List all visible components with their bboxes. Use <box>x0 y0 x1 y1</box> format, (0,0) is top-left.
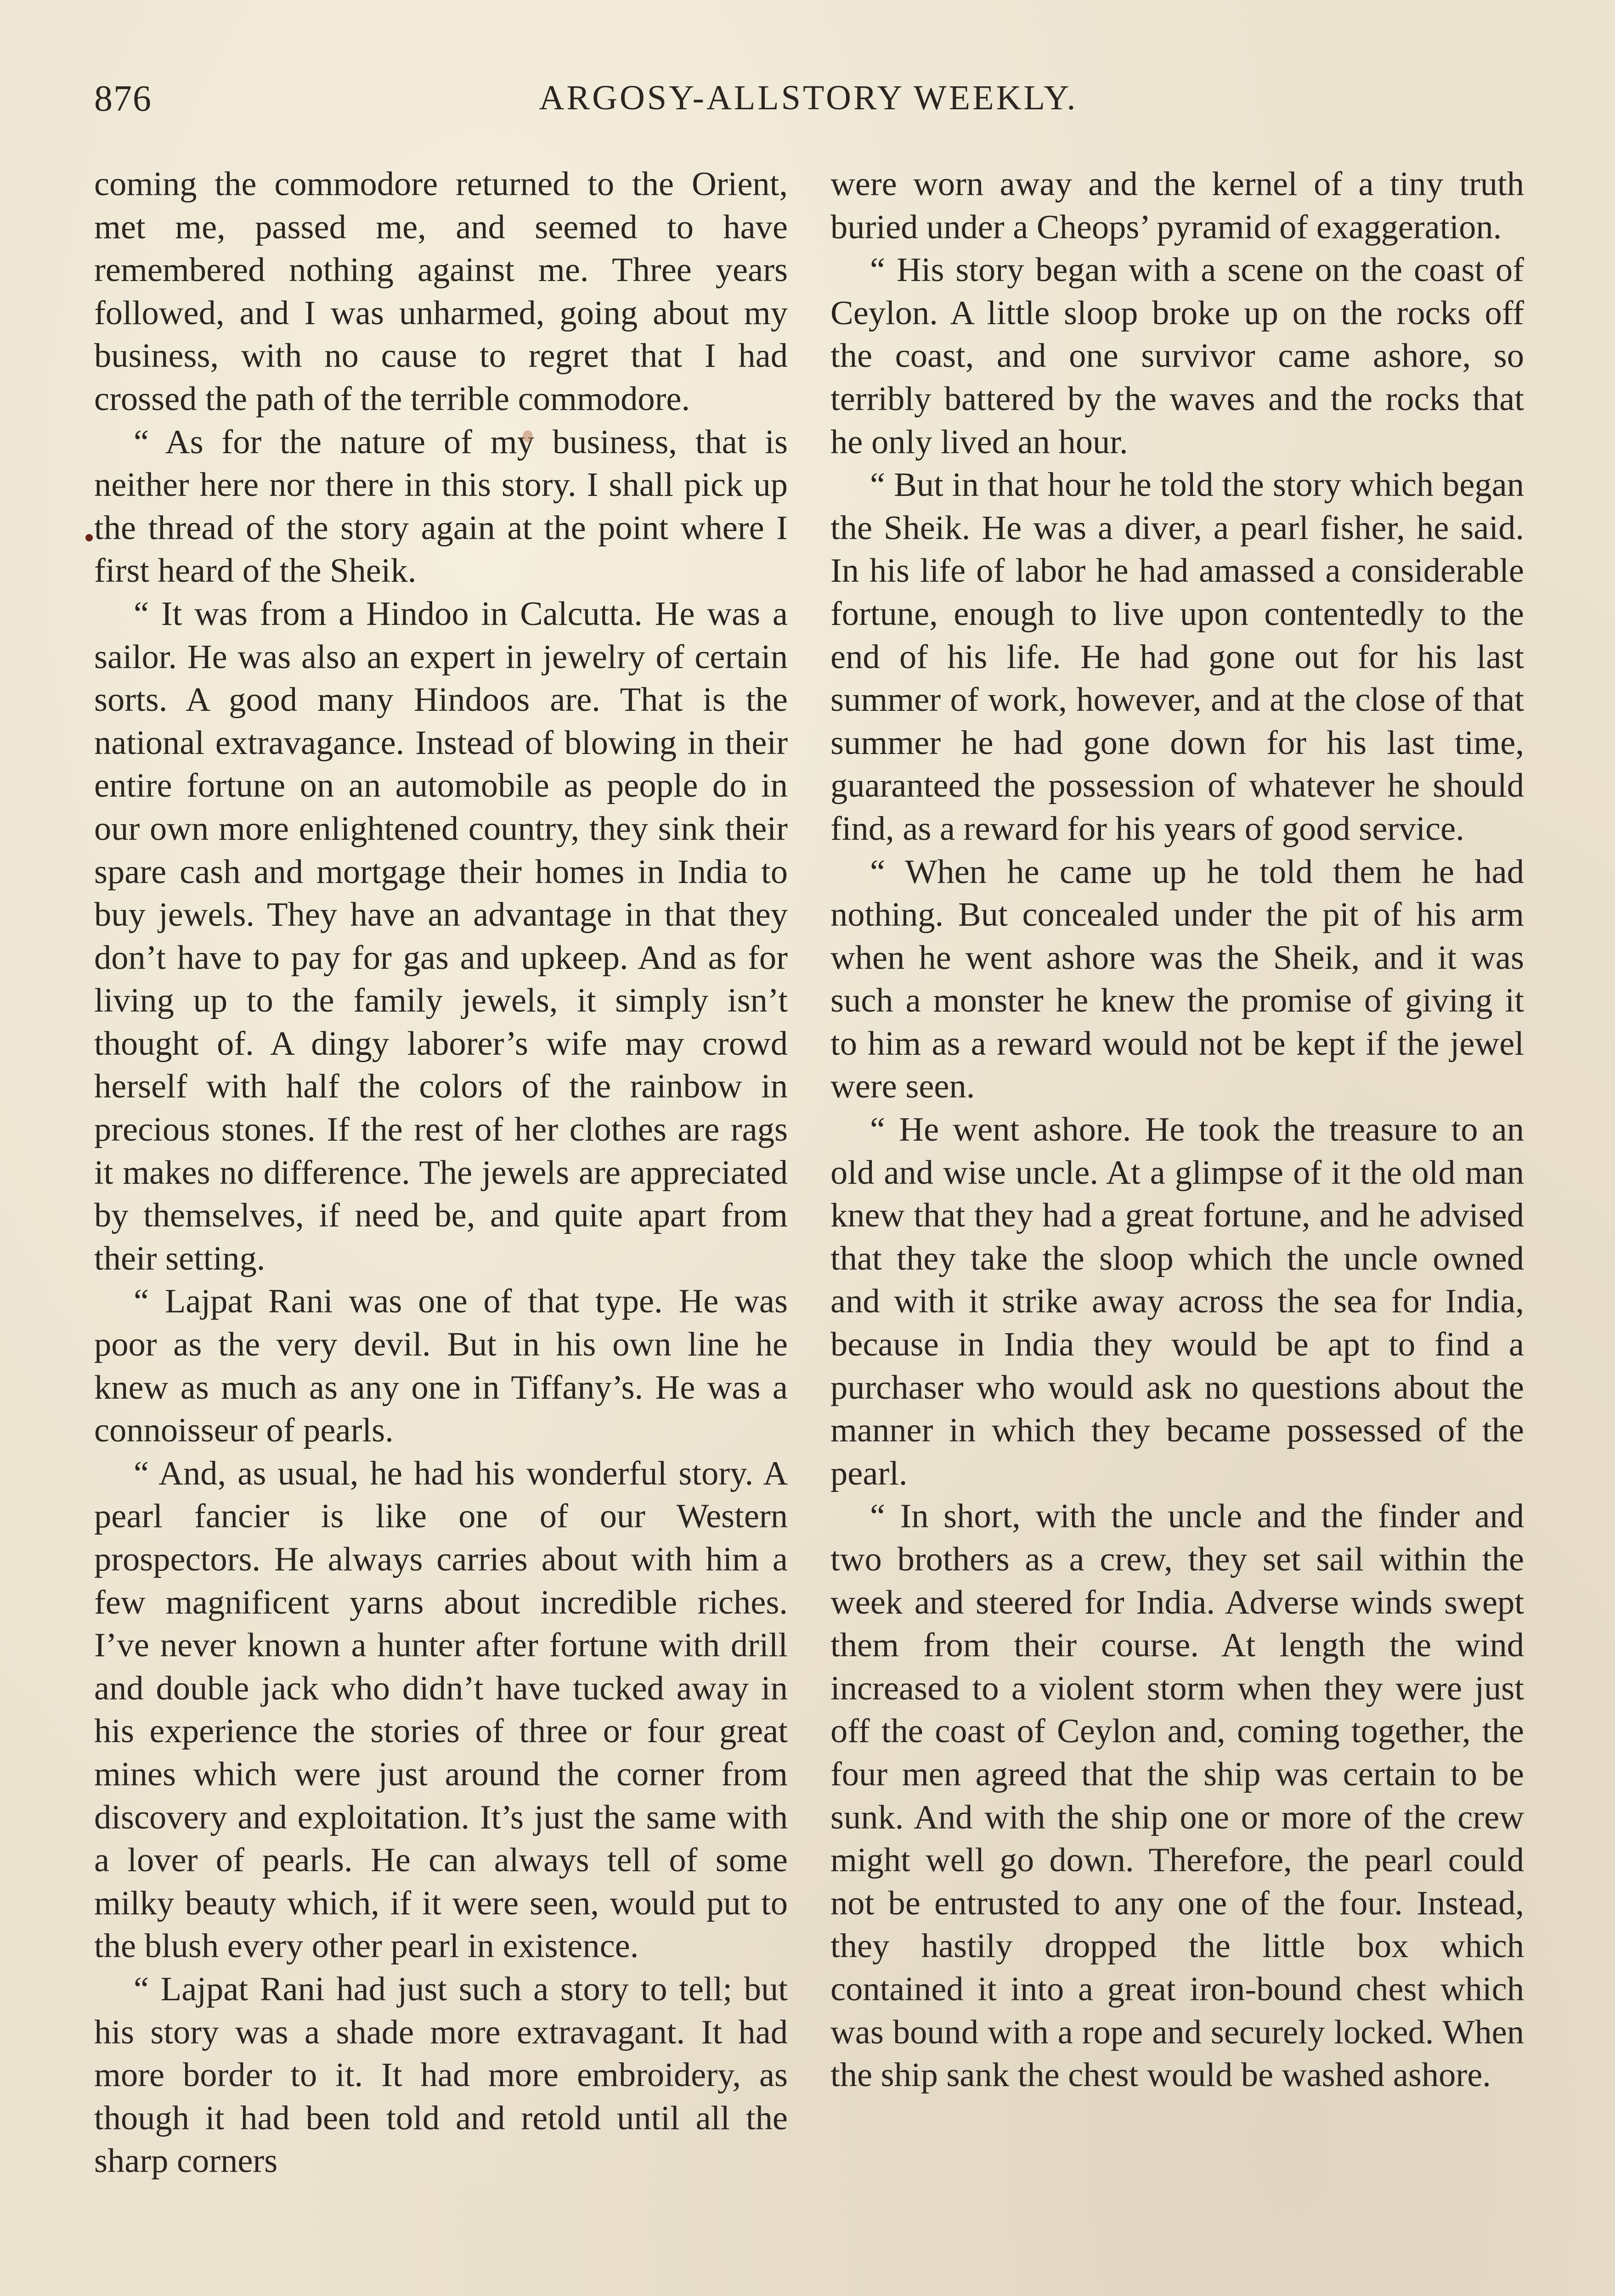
page-header <box>94 78 1523 129</box>
paragraph: were worn away and the kernel of a tiny truth buried under a Cheops’ pyramid of exaggeration. <box>830 165 1524 246</box>
paragraph: “ When he came up he told them he had nothing. But concealed under the pit of his arm when he went ashore was the Sheik, and it was such a monster he knew the promise of giving it to him as a reward would not be kept if the jewel were seen. <box>830 853 1524 1106</box>
running-title: ARGOSY-ALLSTORY WEEKLY. <box>539 79 1078 117</box>
paragraph: “ As for the nature of my business, that is neither here nor there in this story. I shall pick up the thread of the story again at the point where I first heard of the Sheik. <box>94 423 788 590</box>
paragraph: coming the commodore returned to the Orient, met me, passed me, and seemed to have remembered nothing against me. Three years followed, and I was unharmed, going about my business, with no cause to regret that I had crossed the path of the terrible commodore. <box>94 165 788 418</box>
paragraph: “ Lajpat Rani had just such a story to tell; but his story was a shade more extravagant. It had more border to it. It had more embroidery, as though it had been told and retold until all the sharp corners <box>94 1970 788 2180</box>
paragraph: “ His story began with a scene on the coast of Ceylon. A little sloop broke up on the rocks off the coast, and one survivor came ashore, so terribly battered by the waves and the rocks that he only lived an hour. <box>830 251 1524 461</box>
paragraph: “ In short, with the uncle and the finder and two brothers as a crew, they set sail within the week and steered for India. Adverse winds swept them from their course. At length the wind increased to a violent storm when they were just off the coast of Ceylon and, coming together, the four men agreed that the ship was certain to be sunk. And with the ship one or more of the crew might well go down. Therefore, the pearl could not be entrusted to any one of the four. Instead, they hastily dropped the little box which contained it into a great iron-bound chest which was bound with a rope and securely locked. When the ship sank the chest would be washed ashore. <box>830 1497 1524 2094</box>
margin-ink-mark <box>85 534 93 541</box>
paragraph: “ And, as usual, he had his wonderful story. A pearl fancier is like one of our Western prospectors. He always carries about with him a few magnificent yarns about incredible riches. I’ve never known a hunter after fortune with drill and double jack who didn’t have tucked away in his experience the stories of three or four great mines which were just around the corner from discovery and exploitation. It’s just the same with a lover of pearls. He can always tell of some milky beauty which, if it were seen, would put to the blush every other pearl in existence. <box>94 1454 788 1965</box>
page-number: 876 <box>94 79 152 119</box>
paragraph: “ But in that hour he told the story which began the Sheik. He was a diver, a pearl fisher, he said. In his life of labor he had amassed a considerable fortune, enough to live upon contentedly to the end of his life. He had gone out for his last summer of work, however, and at the close of that summer he had gone down for his last time, guaranteed the possession of whatever he should find, as a reward for his years of good service. <box>830 466 1524 848</box>
paragraph: “ He went ashore. He took the treasure to an old and wise uncle. At a glimpse of it the old man knew that they had a great fortune, and he advised that they take the sloop which the uncle owned and with it strike away across the sea for India, because in India they would be apt to find a purchaser who would ask no questions about the manner in which they became possessed of the pearl. <box>830 1111 1524 1492</box>
left-column <box>94 163 788 2183</box>
paper-stain <box>523 430 533 442</box>
paragraph: “ It was from a Hindoo in Calcutta. He was a sailor. He was also an expert in jewelry of certain sorts. A good many Hindoos are. That is the national extravagance. Instead of blowing in their entire fortune on an automobile as people do in our own more enlightened country, they sink their spare cash and mortgage their homes in India to buy jewels. They have an advantage in that they don’t have to pay for gas and upkeep. And as for living up to the family jewels, it simply isn’t thought of. A dingy laborer’s wife may crowd herself with half the colors of the rainbow in precious stones. If the rest of her clothes are rags it makes no difference. The jewels are appreciated by themselves, if need be, and quite apart from their setting. <box>94 595 788 1277</box>
right-column <box>830 163 1524 2097</box>
paragraph: “ Lajpat Rani was one of that type. He was poor as the very devil. But in his own line he knew as much as any one in Tiffany’s. He was a connoisseur of pearls. <box>94 1283 788 1450</box>
